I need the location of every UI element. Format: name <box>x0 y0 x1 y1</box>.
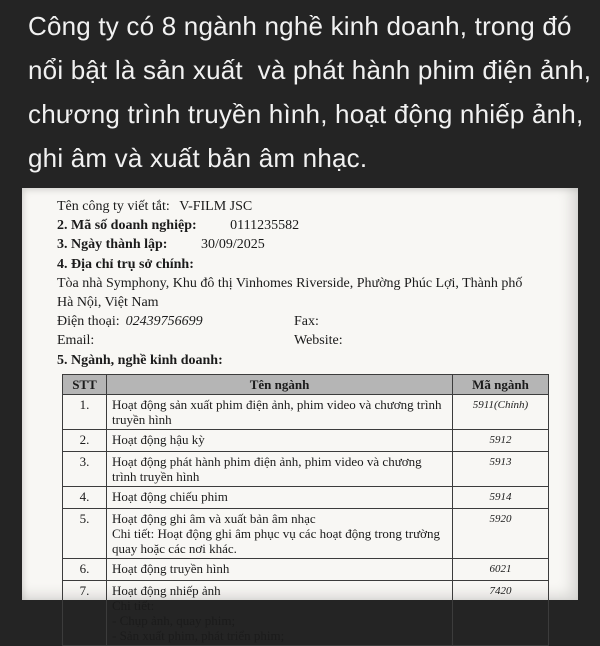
industry-row-stt: 1. <box>63 395 107 430</box>
business-code-line <box>57 216 558 235</box>
header-ma-nganh: Mã ngành <box>453 375 549 395</box>
caption-line: chương trình truyền hình, hoạt động nhiếp ảnh, <box>28 99 584 129</box>
industry-row-stt: 2. <box>63 430 107 452</box>
industry-row-code: 5912 <box>453 430 549 452</box>
industry-row-code: 7420 <box>453 581 549 646</box>
industry-row <box>63 452 549 487</box>
industry-row-name <box>107 452 453 487</box>
short-name-label: Tên công ty viết tắt: <box>57 199 170 214</box>
company-short-name-line <box>57 197 558 216</box>
industry-row-stt: 3. <box>63 452 107 487</box>
caption-line: ghi âm và xuất bản âm nhạc. <box>28 143 368 173</box>
industry-detail-text: Chi tiết: Hoạt động ghi âm phục vụ các hoạt động trong trường quay hoặc các nơi khác. <box>112 526 441 556</box>
industry-row-stt: 6. <box>63 559 107 581</box>
industry-row <box>63 430 549 452</box>
industries-heading: 5. Ngành, nghề kinh doanh: <box>57 353 223 368</box>
industry-row-code: 5913 <box>453 452 549 487</box>
industry-row-name <box>107 487 453 509</box>
industry-name-text: Hoạt động truyền hình <box>112 561 230 576</box>
short-name-value: V-FILM JSC <box>179 199 253 214</box>
industry-row <box>63 395 549 430</box>
industry-row-stt: 5. <box>63 509 107 559</box>
industry-name-text: Hoạt động chiếu phim <box>112 489 228 504</box>
industry-name-text: Hoạt động phát hành phim điện ảnh, phim video và chương trình truyền hình <box>112 454 422 484</box>
email-label: Email: <box>57 333 95 348</box>
phone-field <box>57 312 294 331</box>
business-code-value: 0111235582 <box>230 218 300 233</box>
industry-row-name <box>107 559 453 581</box>
industry-detail-text: Chi tiết: <box>112 598 155 613</box>
industry-row <box>63 559 549 581</box>
founding-date-label: 3. Ngày thành lập: <box>57 237 168 252</box>
registration-document <box>22 188 578 643</box>
address-line-1: Tòa nhà Symphony, Khu đô thị Vinhomes Riverside, Phường Phúc Lợi, Thành phố <box>57 276 523 291</box>
industry-name-text: Hoạt động hậu kỳ <box>112 432 205 447</box>
phone-label: Điện thoại: <box>57 314 120 329</box>
founding-date-value: 30/09/2025 <box>200 237 265 252</box>
industry-row-name <box>107 509 453 559</box>
header-ten-nganh: Tên ngành <box>107 375 453 395</box>
industry-row-stt: 7. <box>63 581 107 646</box>
email-website-row <box>57 331 558 350</box>
address-line-2: Hà Nội, Việt Nam <box>57 295 159 310</box>
industry-row-code: 6021 <box>453 559 549 581</box>
caption-line: nổi bật là sản xuất và phát hành phim điện ảnh, <box>28 55 592 85</box>
caption-line: Công ty có 8 ngành nghề kinh doanh, trong đó <box>28 11 572 41</box>
business-code-label: 2. Mã số doanh nghiệp: <box>57 218 197 233</box>
industry-detail-text: - Sản xuất phim, phát triển phim; <box>112 628 285 643</box>
industry-row-name <box>107 395 453 430</box>
industry-row-code: 5914 <box>453 487 549 509</box>
website-label: Website: <box>294 333 343 348</box>
industry-row-name <box>107 430 453 452</box>
industry-row <box>63 487 549 509</box>
caption-text <box>28 4 592 180</box>
header-stt: STT <box>63 375 107 395</box>
industry-table-header-row <box>63 375 549 395</box>
industry-name-text: Hoạt động sản xuất phim điện ảnh, phim video và chương trình truyền hình <box>112 397 442 427</box>
address-heading: 4. Địa chỉ trụ sở chính: <box>57 257 194 272</box>
phone-fax-row <box>57 312 558 331</box>
phone-value: 02439756699 <box>125 314 203 329</box>
industry-row-name <box>107 581 453 646</box>
industry-row-code: 5920 <box>453 509 549 559</box>
industry-row <box>63 509 549 559</box>
founding-date-line <box>57 235 558 254</box>
industry-row <box>63 581 549 646</box>
industry-name-text: Hoạt động nhiếp ảnh <box>112 583 221 598</box>
industry-table <box>62 374 549 646</box>
industry-name-text: Hoạt động ghi âm và xuất bản âm nhạc <box>112 511 316 526</box>
industry-table-body <box>63 395 549 646</box>
fax-label: Fax: <box>294 314 319 329</box>
industry-row-stt: 4. <box>63 487 107 509</box>
industry-row-code: 5911(Chính) <box>453 395 549 430</box>
industry-detail-text: - Chụp ảnh, quay phim; <box>112 613 236 628</box>
